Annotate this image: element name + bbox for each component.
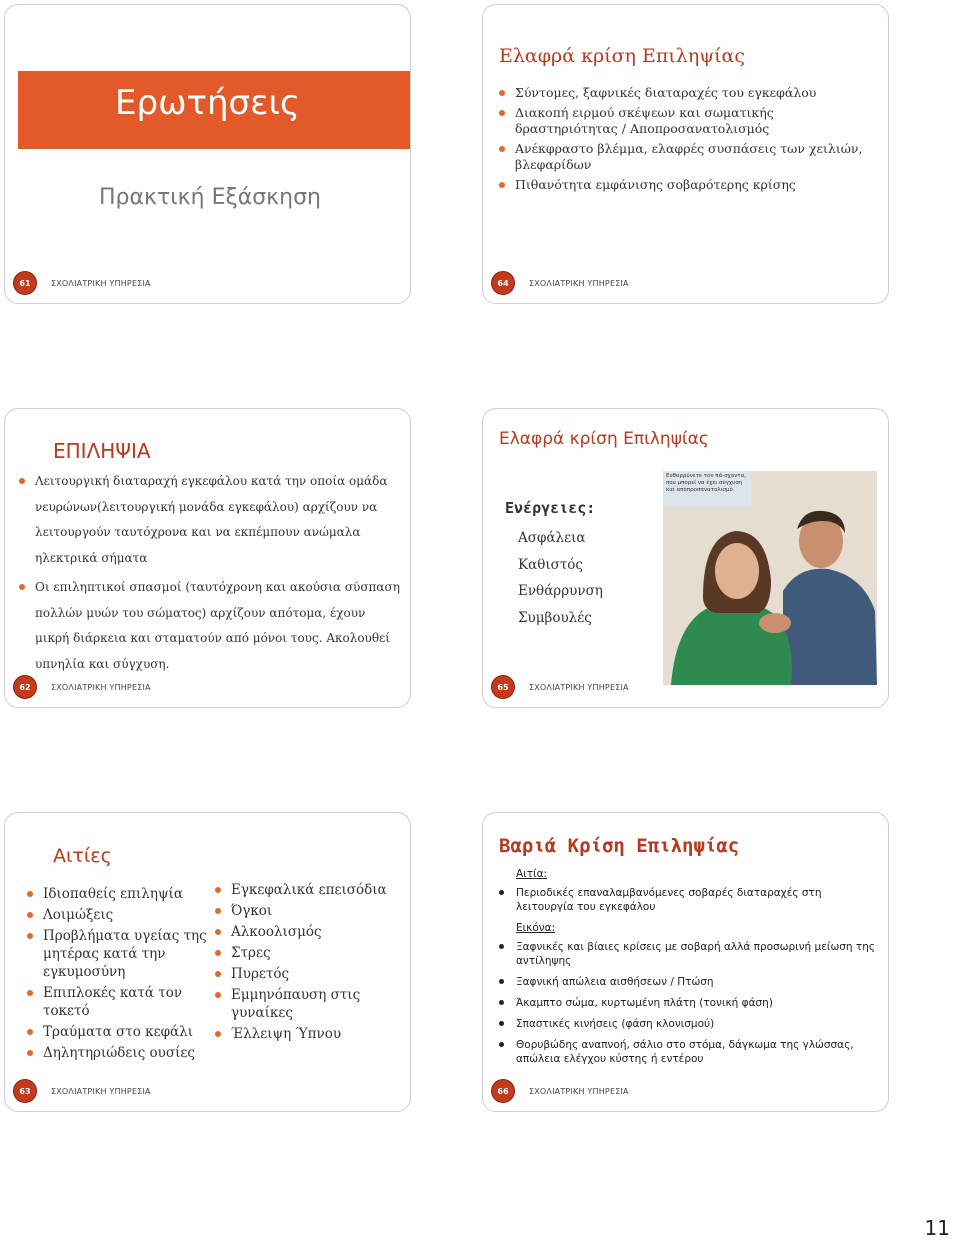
slide-number-badge: 61 — [13, 271, 37, 295]
list-item: Λειτουργική διαταραχή εγκεφάλου κατά την οποία ομάδα νευρώνων(λειτουργική μονάδα εγκεφάλου) αρχίζουν να λειτουργούν ταυτόχρονα και να εκπέμπουν ανώμαλα ηλεκτρικά σήματα — [19, 469, 401, 571]
slide-title: ΕΠΙΛΗΨΙΑ — [53, 439, 151, 463]
cause-list — [499, 886, 879, 914]
footer-text: ΣΧΟΛΙΑΤΡΙΚΗ ΥΠΗΡΕΣΙΑ — [529, 1086, 629, 1096]
causes-list-left — [27, 885, 207, 1065]
action-item: Συμβουλές — [518, 609, 592, 626]
list-item: Επιπλοκές κατά τον τοκετό — [27, 984, 207, 1020]
list-item: Στρες — [215, 944, 405, 962]
slide-footer — [13, 271, 151, 295]
list-item: Έλλειψη Ύπνου — [215, 1025, 405, 1043]
cause-heading: Αιτία: — [516, 868, 548, 880]
footer-text: ΣΧΟΛΙΑΤΡΙΚΗ ΥΠΗΡΕΣΙΑ — [529, 278, 629, 288]
slide-number-badge: 62 — [13, 675, 37, 699]
list-item: Άκαμπτο σώμα, κυρτωμένη πλάτη (τονική φάση) — [499, 996, 879, 1010]
slide-title: Ελαφρά κρίση Επιληψίας — [499, 45, 746, 67]
image-heading: Εικόνα: — [516, 922, 556, 934]
list-item: Ξαφνικές και βίαιες κρίσεις με σοβαρή αλλά προσωρινή μείωση της αντίληψης — [499, 940, 879, 968]
footer-text: ΣΧΟΛΙΑΤΡΙΚΗ ΥΠΗΡΕΣΙΑ — [51, 278, 151, 288]
caregiver-photo — [663, 471, 877, 685]
slide-62 — [4, 408, 411, 708]
footer-text: ΣΧΟΛΙΑΤΡΙΚΗ ΥΠΗΡΕΣΙΑ — [51, 682, 151, 692]
list-item: Αλκοολισμός — [215, 923, 405, 941]
list-item: Διακοπή ειρμού σκέψεων και σωματικής δραστηριότητας / Αποπροσανατολισμός — [499, 105, 879, 138]
list-item: Ιδιοπαθείς επιληψία — [27, 885, 207, 903]
slide-title: Αιτίες — [53, 845, 112, 867]
actions-list — [518, 525, 603, 631]
slide-subtitle: Πρακτική Εξάσκηση — [99, 185, 321, 210]
actions-heading: Ενέργειες: — [505, 499, 596, 517]
photo-caption: Ενθαρρύνετε τον πά-σχοντα, που μπορεί να έχει σύγχυση και αποπροσανατολισμό — [666, 473, 746, 493]
slide-63 — [4, 812, 411, 1112]
bullet-list — [19, 469, 401, 681]
slide-footer — [491, 675, 629, 699]
slide-number-badge: 66 — [491, 1079, 515, 1103]
slide-footer — [13, 675, 151, 699]
action-item: Καθιστός — [518, 556, 583, 573]
slide-title: Ερωτήσεις — [115, 83, 300, 123]
slide-64 — [482, 4, 889, 304]
slide-footer — [491, 1079, 629, 1103]
footer-text: ΣΧΟΛΙΑΤΡΙΚΗ ΥΠΗΡΕΣΙΑ — [529, 682, 629, 692]
list-item: Λοιμώξεις — [27, 906, 207, 924]
list-item: Πυρετός — [215, 965, 405, 983]
list-item: Ανέκφραστο βλέμμα, ελαφρές συσπάσεις των χειλιών, βλεφαρίδων — [499, 141, 879, 174]
slide-number-badge: 63 — [13, 1079, 37, 1103]
list-item: Ξαφνική απώλεια αισθήσεων / Πτώση — [499, 975, 879, 989]
list-item: Προβλήματα υγείας της μητέρας κατά την εγκυμοσύνη — [27, 927, 207, 981]
action-item: Ενθάρρυνση — [518, 583, 603, 599]
slide-61 — [4, 4, 411, 304]
slide-title: Βαριά Κρίση Επιληψίας — [499, 835, 740, 857]
slide-footer — [491, 271, 629, 295]
slide-title: Ελαφρά κρίση Επιληψίας — [499, 429, 709, 449]
list-item: Δηλητηριώδεις ουσίες — [27, 1044, 207, 1062]
list-item: Περιοδικές επαναλαμβανόμενες σοβαρές διαταραχές στη λειτουργία του εγκεφάλου — [499, 886, 879, 914]
slide-body — [499, 867, 879, 1073]
image-list — [499, 940, 879, 1066]
list-item: Τραύματα στο κεφάλι — [27, 1023, 207, 1041]
slide-65 — [482, 408, 889, 708]
list-item: Πιθανότητα εμφάνισης σοβαρότερης κρίσης — [499, 177, 879, 194]
slide-footer — [13, 1079, 151, 1103]
list-item: Θορυβώδης αναπνοή, σάλιο στο στόμα, δάγκωμα της γλώσσας, απώλεια ελέγχου κύστης ή εντέρου — [499, 1038, 879, 1066]
list-item: Οι επιληπτικοί σπασμοί (ταυτόχρονη και ακούσια σύσπαση πολλών μυών του σώματος) αρχίζουν απότομα, έχουν μικρή διάρκεια και σταματούν από μόνοι τους. Ακολουθεί υπνηλία και σύγχυση. — [19, 575, 401, 677]
action-item: Ασφάλεια — [518, 530, 586, 546]
bullet-list — [499, 85, 879, 196]
causes-list-right — [215, 881, 405, 1046]
list-item: Σπαστικές κινήσεις (φάση κλονισμού) — [499, 1017, 879, 1031]
list-item: Εγκεφαλικά επεισόδια — [215, 881, 405, 899]
list-item: Εμμηνόπαυση στις γυναίκες — [215, 986, 405, 1022]
page-number: 11 — [924, 1216, 950, 1240]
footer-text: ΣΧΟΛΙΑΤΡΙΚΗ ΥΠΗΡΕΣΙΑ — [51, 1086, 151, 1096]
slide-number-badge: 64 — [491, 271, 515, 295]
list-item: Όγκοι — [215, 902, 405, 920]
slide-number-badge: 65 — [491, 675, 515, 699]
slide-66 — [482, 812, 889, 1112]
list-item: Σύντομες, ξαφνικές διαταραχές του εγκεφάλου — [499, 85, 879, 102]
